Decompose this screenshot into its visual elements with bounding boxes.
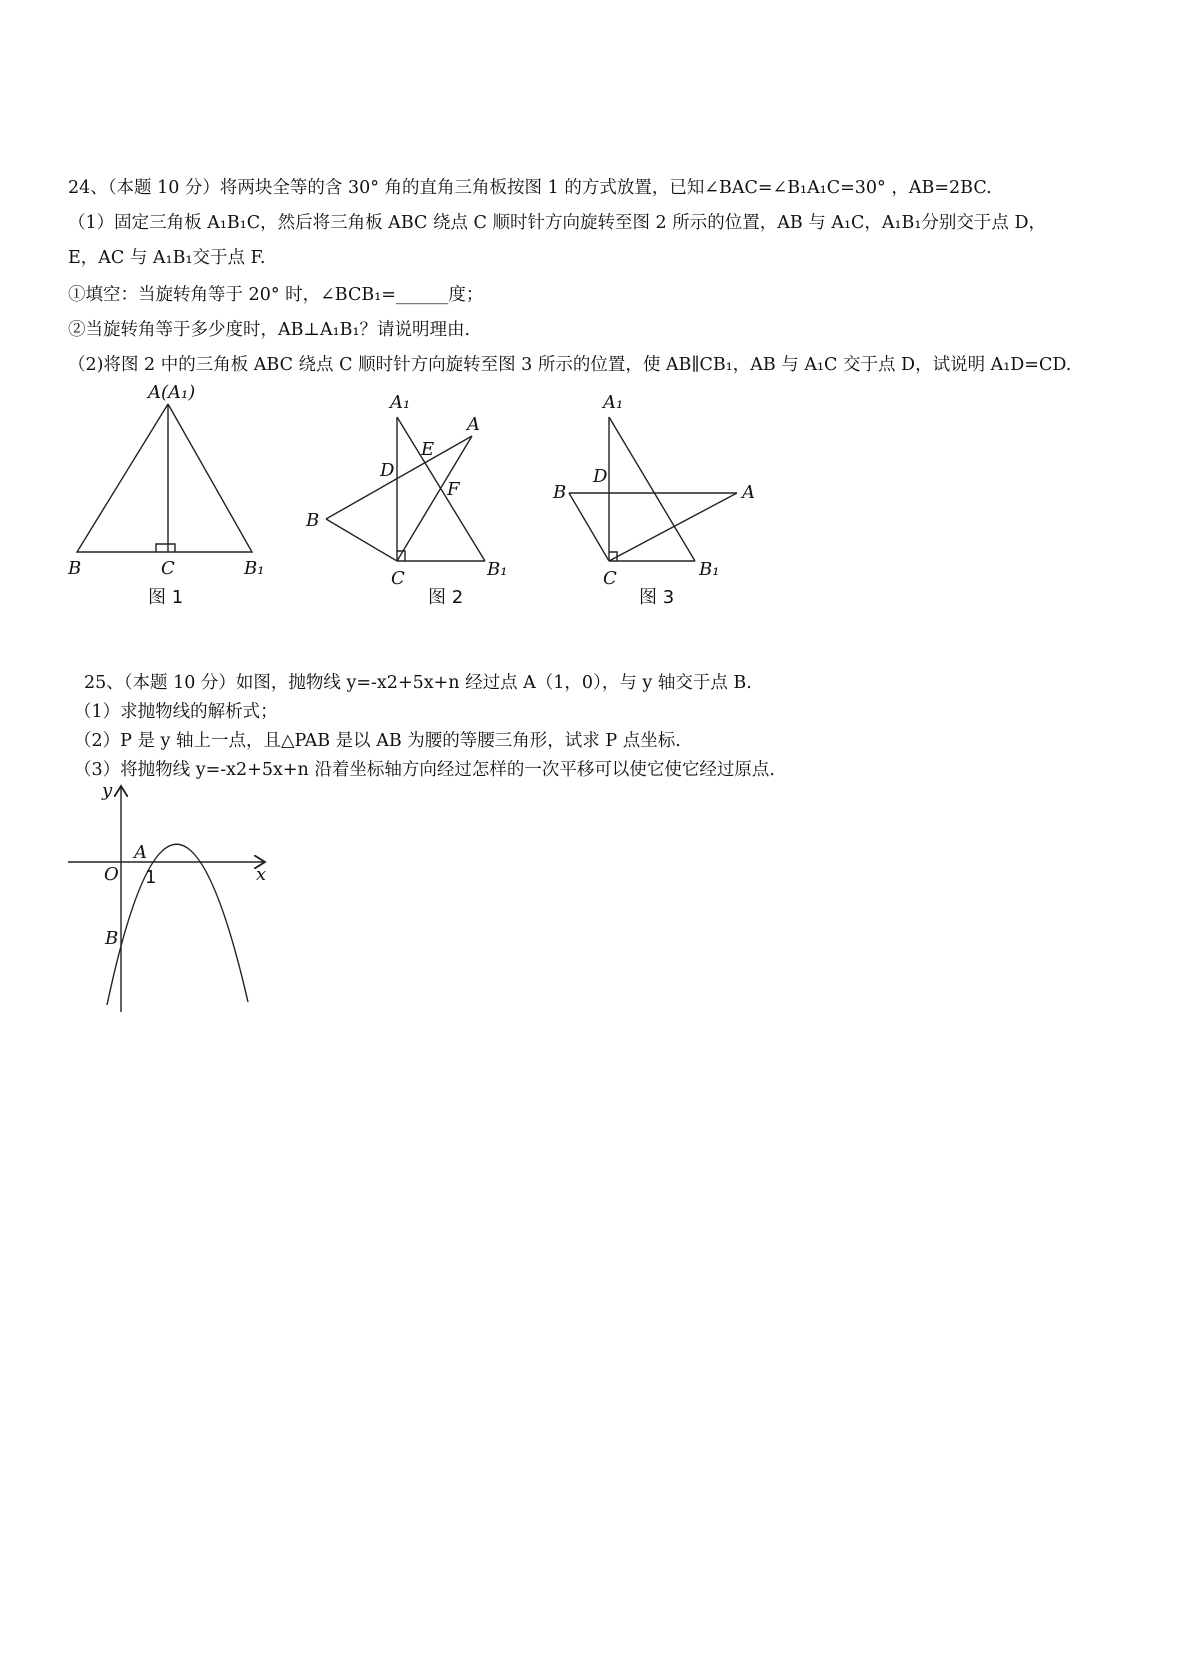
q24-line-5: ②当旋转角等于多少度时，AB⊥A₁B₁？请说明理由. <box>68 320 471 340</box>
figure-1 <box>60 378 300 608</box>
q24-line-3: E，AC 与 A₁B₁交于点 F. <box>68 248 266 268</box>
graph-label-o: O <box>104 864 119 885</box>
q25-line-3: （2）P 是 y 轴上一点，且△PAB 是以 AB 为腰的等腰三角形，试求 P 点坐标. <box>74 731 681 751</box>
fig1-label-a: A(A₁) <box>148 382 196 403</box>
fig3-caption: 图 3 <box>639 587 675 608</box>
q25-line-4: （3）将抛物线 y=-x2+5x+n 沿着坐标轴方向经过怎样的一次平移可以使它使它经过原点. <box>74 760 775 780</box>
fig3-label-c: C <box>603 568 617 589</box>
fig3-label-d: D <box>593 466 608 487</box>
q25-line-1: 25、（本题 10 分）如图，抛物线 y=-x2+5x+n 经过点 A（1，0），与 y 轴交于点 B. <box>84 673 752 693</box>
fig3-label-b: B <box>553 482 567 503</box>
fig1-label-c: C <box>161 558 175 579</box>
parabola-graph <box>60 780 280 1020</box>
q24-line-2: （1）固定三角板 A₁B₁C，然后将三角板 ABC 绕点 C 顺时针方向旋转至图 2 所示的位置，AB 与 A₁C，A₁B₁分别交于点 D， <box>68 213 1047 233</box>
fig2-label-d: D <box>380 460 395 481</box>
fig2-label-a: A <box>467 414 480 435</box>
figure-2 <box>300 378 560 608</box>
fig2-caption: 图 2 <box>428 587 464 608</box>
graph-label-b: B <box>105 928 119 949</box>
fig3-label-a: A <box>742 482 755 503</box>
fig2-label-f: F <box>447 479 460 500</box>
q24-line-6: （2)将图 2 中的三角板 ABC 绕点 C 顺时针方向旋转至图 3 所示的位置，使 AB∥CB₁，AB 与 A₁C 交于点 D，试说明 A₁D=CD. <box>68 355 1072 375</box>
graph-label-x: x <box>256 864 267 885</box>
fig1-label-b1: B₁ <box>244 558 265 579</box>
fig2-label-b1: B₁ <box>487 559 508 580</box>
fig2-label-c: C <box>391 568 405 589</box>
graph-label-y: y <box>102 780 113 801</box>
fig1-caption: 图 1 <box>148 587 184 608</box>
figure-3 <box>545 378 795 608</box>
fig2-label-a1: A₁ <box>390 392 411 413</box>
fig2-label-e: E <box>421 439 435 460</box>
q25-line-2: （1）求抛物线的解析式； <box>74 702 278 722</box>
q24-line-4: ①填空：当旋转角等于 20° 时，∠BCB₁=______度； <box>68 285 484 305</box>
fig3-label-a1: A₁ <box>603 392 624 413</box>
graph-label-a: A <box>134 842 147 863</box>
fig3-label-b1: B₁ <box>699 559 720 580</box>
fig2-label-b: B <box>306 510 320 531</box>
fig1-label-b: B <box>68 558 82 579</box>
graph-label-one: 1 <box>145 867 157 888</box>
q24-line-1: 24、（本题 10 分）将两块全等的含 30° 角的直角三角板按图 1 的方式放置，已知∠BAC=∠B₁A₁C=30° ，AB=2BC. <box>68 178 992 198</box>
